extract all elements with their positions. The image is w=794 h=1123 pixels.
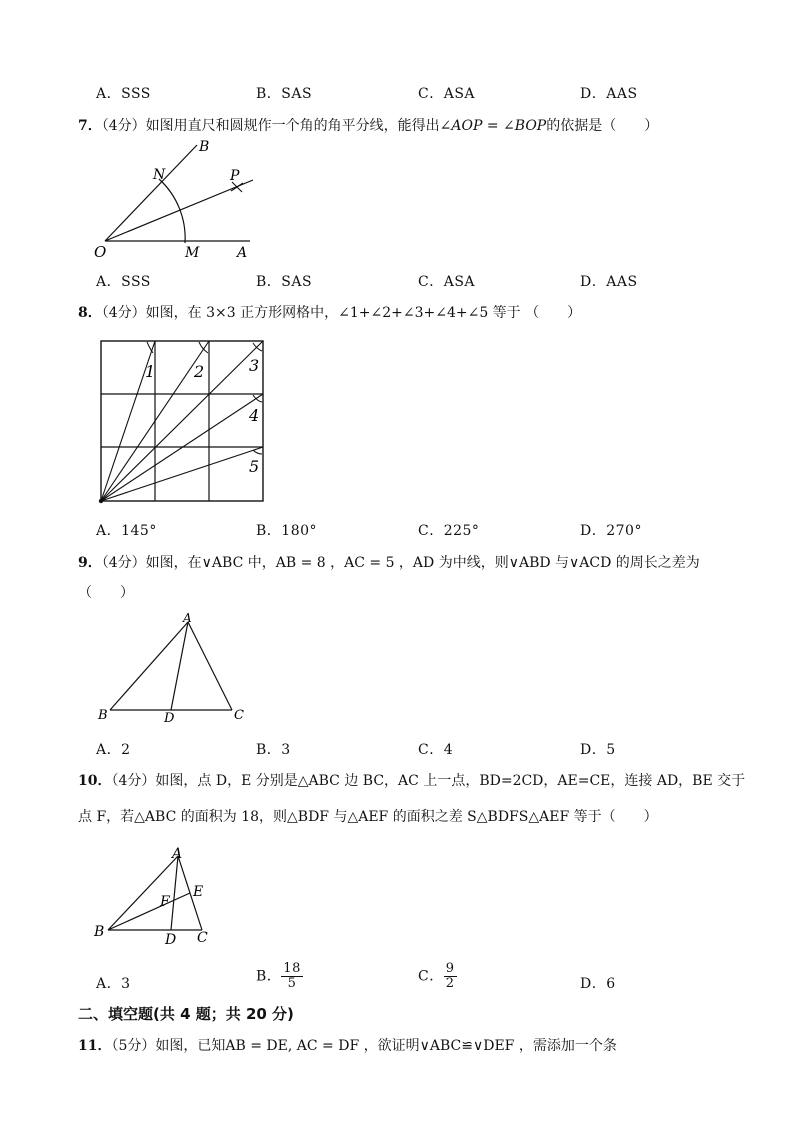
q9-label-c: C [234, 708, 244, 723]
q9-option-c[interactable]: C．4 [418, 742, 454, 758]
q8-label-1: 1 [145, 362, 156, 381]
q10-number: 10． [78, 773, 112, 789]
q10-side-ab [108, 856, 178, 930]
q10-option-c-fraction: $\frac{9}{2}$ [445, 961, 455, 991]
q9-side-ac [188, 622, 232, 710]
q10-label-f: F [160, 894, 170, 910]
q8-score: （4分） [101, 305, 146, 321]
q7-arc-mn [159, 179, 185, 243]
q7-option-a[interactable]: A．SSS [96, 274, 151, 290]
q10-option-d[interactable]: D．6 [580, 976, 616, 992]
q7-label-b: B [199, 139, 210, 155]
q8-option-b[interactable]: B．180° [256, 523, 318, 539]
q9-triangle-figure [92, 610, 257, 730]
q9-median-ad [171, 622, 188, 710]
q6-option-b[interactable]: B．SAS [256, 86, 313, 102]
q10-option-c[interactable] [418, 962, 457, 991]
q8-label-5: 5 [249, 457, 260, 476]
q7-option-d[interactable]: D．AAS [580, 274, 638, 290]
q8-ray-3 [101, 341, 263, 501]
q10-label-a: A [172, 846, 183, 862]
q11-number: 11． [78, 1038, 112, 1054]
q10-score: （4分） [111, 773, 156, 789]
q8-label-2: 2 [194, 362, 205, 381]
q7-ray-op [105, 180, 253, 241]
q9-text: 如图，在∨ABC 中，AB = 8 ，AC = 5 ，AD 为中线，则∨ABD 与∨ACD 的周长之差为 [145, 555, 700, 571]
q7-angle-bisector-figure [85, 135, 275, 265]
q8-option-a[interactable]: A．145° [96, 523, 157, 539]
q9-label-d: D [164, 711, 175, 726]
q7-label-p: P [230, 168, 240, 184]
q9-option-a[interactable]: A．2 [96, 742, 131, 758]
q7-text-before: 如图用直尺和圆规作一个角的角平分线，能得出 [145, 118, 440, 134]
q7-label-a: A [237, 245, 248, 261]
q9-stem-line2: （ ） [78, 585, 134, 601]
q10-option-b[interactable] [256, 962, 303, 991]
q7-text-after: 的依据是（ ） [546, 118, 659, 134]
q8-number: 8． [78, 305, 102, 321]
q8-label-3: 3 [249, 356, 260, 375]
q7-number: 7． [78, 118, 102, 134]
q10-segment-ad [171, 856, 178, 930]
q7-option-b[interactable]: B．SAS [256, 274, 313, 290]
q11-score: （5分） [111, 1038, 156, 1054]
q8-stem [78, 302, 581, 322]
q7-label-o: O [94, 243, 107, 261]
q8-ray-5 [101, 447, 263, 501]
q10-label-b: B [94, 924, 105, 940]
q8-option-d[interactable]: D．270° [580, 523, 642, 539]
q10-label-d: D [165, 932, 177, 948]
q9-score: （4分） [101, 555, 146, 571]
q9-number: 9． [78, 555, 102, 571]
q9-stem [78, 552, 700, 572]
q9-label-a: A [183, 611, 192, 625]
q7-score: （4分） [101, 118, 146, 134]
q8-option-c[interactable]: C．225° [418, 523, 480, 539]
q6-option-c[interactable]: C．ASA [418, 86, 476, 102]
q10-option-b-fraction: $\frac{18}{5}$ [283, 961, 301, 991]
q10-option-b-prefix: B． [256, 968, 282, 985]
q11-text: 如图，已知AB = DE, AC = DF ，欲证明∨ABC≌∨DEF ，需添加一个条 [155, 1038, 617, 1054]
q10-label-e: E [193, 884, 204, 900]
q7-math: ∠AOP = ∠BOP [439, 118, 547, 134]
q7-ray-ob [105, 145, 197, 241]
q9-side-ab [110, 622, 188, 710]
q10-stem [78, 770, 745, 790]
q10-label-c: C [197, 930, 208, 946]
q9-label-b: B [98, 708, 108, 723]
q11-stem [78, 1035, 617, 1055]
q9-option-b[interactable]: B．3 [256, 742, 291, 758]
q6-option-a[interactable]: A．SSS [96, 86, 151, 102]
section-fill-in-title: 二、填空题(共 4 题；共 20 分) [78, 1005, 294, 1023]
q9-option-d[interactable]: D．5 [580, 742, 616, 758]
q7-stem [78, 115, 658, 135]
q7-label-n: N [153, 167, 166, 183]
q7-label-m: M [185, 245, 200, 261]
q8-grid-figure [95, 335, 270, 507]
q8-label-4: 4 [249, 406, 260, 425]
q10-triangle-figure [88, 842, 228, 952]
q10-stem-line2: 点 F，若△ABC 的面积为 18，则△BDF 与△AEF 的面积之差 S△BDFS△AEF 等于（ ） [78, 809, 658, 825]
q8-text: 如图，在 3×3 正方形网格中，∠1+∠2+∠3+∠4+∠5 等于 （ ） [145, 305, 582, 321]
q6-option-d[interactable]: D．AAS [580, 86, 638, 102]
q10-option-c-prefix: C． [418, 968, 444, 985]
q7-option-c[interactable]: C．ASA [418, 274, 476, 290]
q10-text: 如图，点 D，E 分别是△ABC 边 BC，AC 上一点，BD=2CD，AE=CE，连接 AD，BE 交于 [155, 773, 746, 789]
q10-segment-be [108, 893, 190, 930]
q10-option-a[interactable]: A．3 [96, 976, 131, 992]
